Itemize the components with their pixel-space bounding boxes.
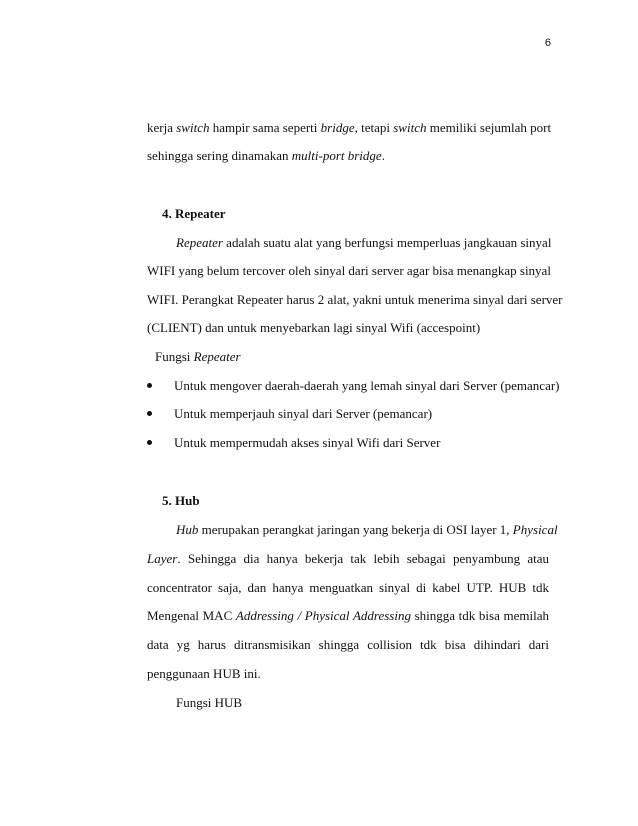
page-number: 6 bbox=[544, 37, 551, 49]
text: . bbox=[381, 148, 385, 163]
term-addressing: Addressing / Physical Addressing bbox=[235, 608, 411, 623]
section-heading-hub: 5. Hub bbox=[162, 493, 200, 508]
intro-line-2 bbox=[147, 148, 549, 164]
bullet-item: Untuk memperjauh sinyal dari Server (pemancar) bbox=[174, 406, 433, 421]
text: memiliki sejumlah port bbox=[426, 120, 552, 135]
bullet-item: Untuk mengover daerah-daerah yang lemah sinyal dari Server (pemancar) bbox=[174, 378, 560, 393]
term-physical: Physical bbox=[512, 522, 558, 537]
bullet-icon bbox=[147, 440, 152, 445]
repeater-line-3: WIFI. Perangkat Repeater harus 2 alat, yakni untuk menerima sinyal dari server bbox=[147, 292, 563, 307]
text: Fungsi bbox=[155, 349, 194, 364]
hub-line-3: concentrator saja, dan hanya menguatkan sinyal di kabel UTP. HUB tdk bbox=[147, 580, 549, 595]
bullet-icon bbox=[147, 383, 152, 388]
term-repeater: Repeater bbox=[193, 349, 241, 364]
term-switch: switch bbox=[393, 120, 427, 135]
text: . Sehingga dia hanya bekerja tak lebih sebagai penyambung atau bbox=[177, 551, 549, 566]
text: tetapi bbox=[357, 120, 394, 135]
text: kerja bbox=[147, 120, 177, 135]
text: sehingga sering dinamakan bbox=[147, 148, 292, 163]
repeater-fungsi-label bbox=[155, 349, 557, 365]
text: Mengenal MAC bbox=[147, 608, 236, 623]
hub-line-5: data yg harus ditransmisikan shingga collision tdk bisa dihindari dari bbox=[147, 637, 549, 652]
term-hub: Hub bbox=[176, 522, 199, 537]
repeater-line-1 bbox=[176, 235, 552, 251]
hub-line-6: penggunaan HUB ini. bbox=[147, 666, 261, 681]
term-layer: Layer bbox=[147, 551, 178, 566]
text: merupakan perangkat jaringan yang bekerja di OSI layer 1, bbox=[198, 522, 513, 537]
text: hampir sama seperti bbox=[209, 120, 321, 135]
bullet-icon bbox=[147, 411, 152, 416]
bullet-item: Untuk mempermudah akses sinyal Wifi dari Server bbox=[174, 435, 441, 450]
term-repeater: Repeater bbox=[176, 235, 223, 250]
hub-line-1 bbox=[176, 522, 558, 538]
term-multiport-bridge: multi-port bridge bbox=[291, 148, 382, 163]
term-switch: switch bbox=[176, 120, 210, 135]
repeater-line-4: (CLIENT) dan untuk menyebarkan lagi sinyal Wifi (accespoint) bbox=[147, 320, 481, 335]
hub-fungsi-label: Fungsi HUB bbox=[176, 695, 243, 710]
section-heading-repeater: 4. Repeater bbox=[162, 206, 226, 221]
text: adalah suatu alat yang berfungsi memperluas jangkauan sinyal bbox=[222, 235, 552, 250]
term-bridge: bridge, bbox=[320, 120, 358, 135]
hub-line-2 bbox=[147, 551, 549, 567]
hub-line-4 bbox=[147, 608, 549, 624]
intro-line-1 bbox=[147, 120, 552, 136]
repeater-line-2: WIFI yang belum tercover oleh sinyal dari server agar bisa menangkap sinyal bbox=[147, 263, 551, 278]
text: shingga tdk bisa memilah bbox=[410, 608, 549, 623]
